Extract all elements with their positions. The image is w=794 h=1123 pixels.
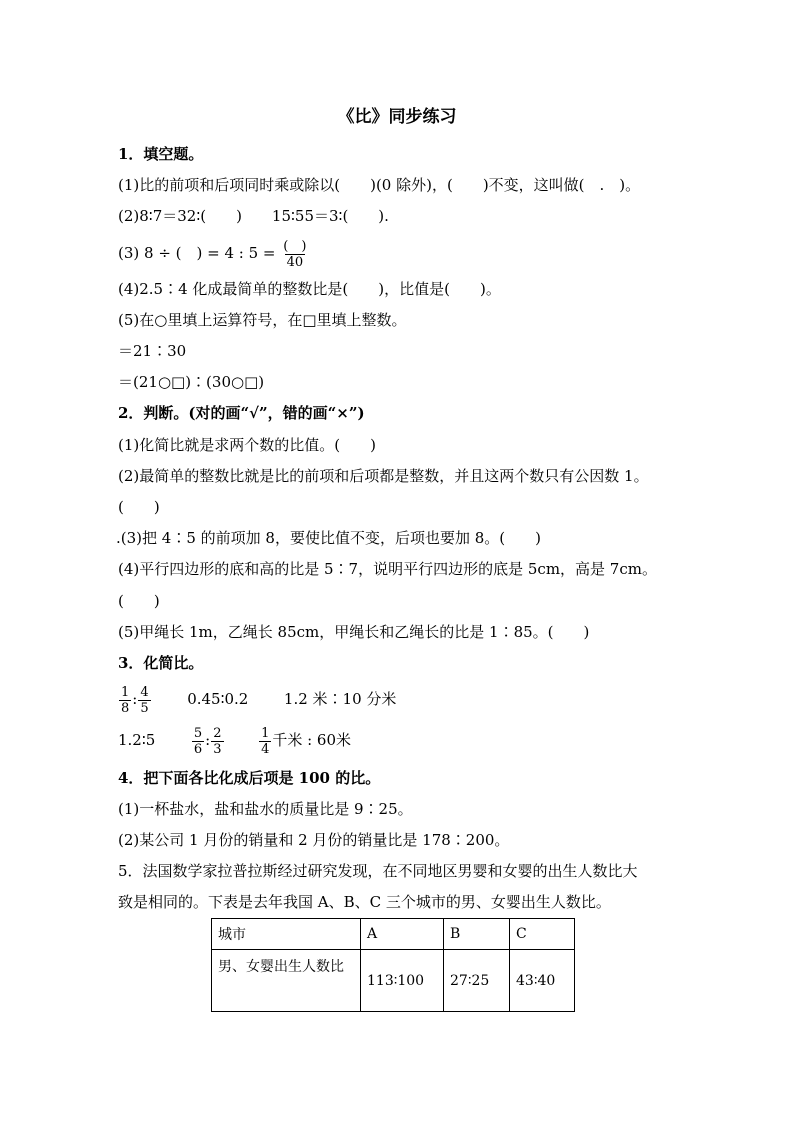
s3-r2-f3-denominator: 4 <box>261 741 270 757</box>
s3-row-2 <box>118 721 351 759</box>
section-2-heading: 2．判断。(对的画“√”，错的画“×”) <box>118 404 365 422</box>
page-title: 《比》同步练习 <box>337 107 457 127</box>
table-header-a: A <box>361 919 444 950</box>
s2-question-3: .(3)把 4∶5 的前项加 8，要使比值不变，后项也要加 8。( ) <box>116 529 541 547</box>
s3-r2-fraction-2 <box>211 726 223 757</box>
s3-r1-fraction-1 <box>119 685 131 716</box>
s3-r2-f3-numerator: 1 <box>261 725 270 741</box>
table-row-label: 男、女婴出生人数比 <box>212 950 361 1012</box>
s4-question-1: (1)一杯盐水，盐和盐水的质量比是 9∶25。 <box>118 800 413 818</box>
table-cell-b: 27∶25 <box>444 950 510 1012</box>
s1-q5-line-b: ＝(21○□)∶(30○□) <box>118 373 265 391</box>
s5-line-1: 5．法国数学家拉普拉斯经过研究发现，在不同地区男婴和女婴的出生人数比大 <box>118 862 638 880</box>
s2-q2-blank: ( ) <box>118 498 160 516</box>
s1-question-1: (1)比的前项和后项同时乘或除以( )(0 除外)，( )不变，这叫做( . )。 <box>118 176 641 194</box>
s3-r2-item-a: 1.2∶5 <box>118 731 156 749</box>
table-header-row <box>212 919 575 950</box>
s3-r1-f2-denominator: 5 <box>140 700 149 716</box>
table-header-c: C <box>510 919 575 950</box>
s2-q4-blank: ( ) <box>118 592 160 610</box>
s3-r2-separator: : <box>205 731 211 749</box>
s1-q3-text: (3) 8 ÷ ( ) = 4 : 5 = <box>118 244 276 262</box>
s2-question-5: (5)甲绳长 1m，乙绳长 85cm，甲绳长和乙绳长的比是 1∶85。( ) <box>118 623 590 641</box>
s3-row-1 <box>118 680 396 718</box>
s3-r1-item-c: 1.2 米∶10 分米 <box>283 690 397 708</box>
s3-r1-separator: : <box>132 690 138 708</box>
table-cell-c: 43∶40 <box>510 950 575 1012</box>
s3-r1-f1-numerator: 1 <box>121 684 130 700</box>
s3-r2-item-c-rest: 千米 : 60米 <box>272 731 352 749</box>
s3-r2-f2-numerator: 2 <box>213 725 222 741</box>
s2-question-1: (1)化简比就是求两个数的比值。( ) <box>118 436 376 454</box>
table-row <box>212 950 575 1012</box>
s3-r1-fraction-2 <box>138 685 150 716</box>
s1-q5-line-a: ＝21∶30 <box>118 342 187 360</box>
s1-q3-numerator: ( ) <box>283 238 307 254</box>
s1-question-5: (5)在○里填上运算符号，在□里填上整数。 <box>118 311 407 329</box>
s3-r1-item-b: 0.45∶0.2 <box>187 690 249 708</box>
s3-r2-fraction-1 <box>192 726 204 757</box>
s3-r2-f1-denominator: 6 <box>193 741 203 757</box>
table-cell-a: 113∶100 <box>361 950 444 1012</box>
s2-question-2: (2)最简单的整数比就是比的前项和后项都是整数，并且这两个数只有公因数 1。 <box>118 467 649 485</box>
table-header-city: 城市 <box>212 919 361 950</box>
s1-question-2: (2)8∶7＝32∶( ) 15∶55＝3∶( ). <box>118 207 389 225</box>
s3-r2-f2-denominator: 3 <box>213 741 222 757</box>
section-3-heading: 3．化简比。 <box>118 654 204 672</box>
section-1-heading: 1．填空题。 <box>118 145 204 163</box>
s1-question-3 <box>118 235 309 271</box>
s3-r1-f1-denominator: 8 <box>121 700 130 716</box>
s1-question-4: (4)2.5∶4 化成最简单的整数比是( )，比值是( )。 <box>118 280 501 298</box>
section-4-heading: 4．把下面各比化成后项是 100 的比。 <box>118 769 381 787</box>
s3-r2-f1-numerator: 5 <box>193 725 203 741</box>
s3-r2-fraction-3 <box>259 726 271 757</box>
s5-line-2: 致是相同的。下表是去年我国 A、B、C 三个城市的男、女婴出生人数比。 <box>118 893 611 911</box>
table-header-b: B <box>444 919 510 950</box>
s2-question-4: (4)平行四边形的底和高的比是 5∶7，说明平行四边形的底是 5cm，高是 7cm。 <box>118 560 657 578</box>
s3-r1-f2-numerator: 4 <box>140 684 149 700</box>
birth-ratio-table <box>211 918 575 1012</box>
s1-q3-denominator: 40 <box>286 254 304 270</box>
s4-question-2: (2)某公司 1 月份的销量和 2 月份的销量比是 178∶200。 <box>118 831 510 849</box>
s1-q3-fraction <box>281 239 308 270</box>
